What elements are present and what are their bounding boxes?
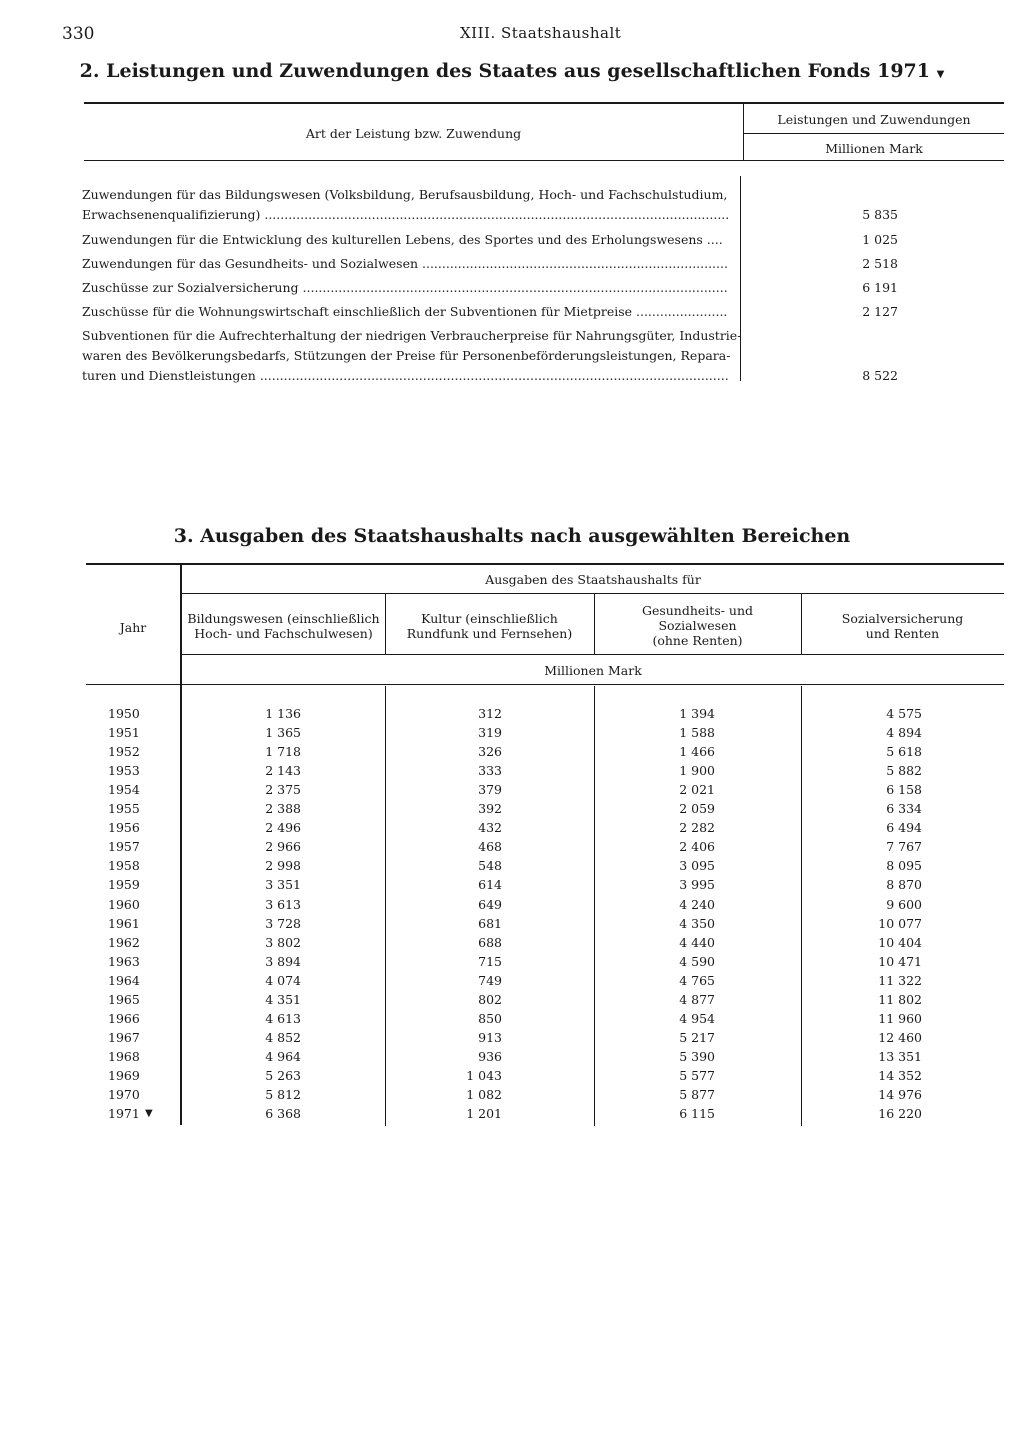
- table3-cell: 1 718: [265, 744, 301, 759]
- table3-body-divider: [801, 686, 802, 1126]
- table3-cell: 749: [478, 973, 502, 988]
- table3-cell: 7 767: [886, 839, 922, 854]
- table3-cell: 3 802: [265, 935, 301, 950]
- table3-cell: 2 021: [679, 782, 715, 797]
- table3-year: 1966: [108, 1011, 140, 1026]
- table2-top-rule: [84, 102, 1004, 104]
- table3-cell: 1 365: [265, 725, 301, 740]
- table3-cell: 913: [478, 1030, 502, 1045]
- table3-cell: 5 877: [679, 1087, 715, 1102]
- table3-year: 1954: [108, 782, 140, 797]
- table3-cell: 681: [478, 916, 502, 931]
- table3-cell: 6 115: [679, 1106, 715, 1121]
- table3-top-rule: [86, 563, 1004, 565]
- table3-cell: 614: [478, 877, 502, 892]
- table3-year: 1970: [108, 1087, 140, 1102]
- table3-year: 1963: [108, 954, 140, 969]
- table3-cell: 4 765: [679, 973, 715, 988]
- table3-cell: 2 966: [265, 839, 301, 854]
- table3-year: 1964: [108, 973, 140, 988]
- table3-cell: 688: [478, 935, 502, 950]
- table3-column-header: Hoch- und Fachschulwesen): [194, 626, 373, 641]
- table3-cell: 4 964: [265, 1049, 301, 1064]
- table3-cell: 5 263: [265, 1068, 301, 1083]
- table3-body-divider: [385, 686, 386, 1126]
- table3-cell: 4 350: [679, 916, 715, 931]
- table3-cell: 3 995: [679, 877, 715, 892]
- table3-year-marker: ▼: [145, 1108, 153, 1119]
- table3-group-header: Ausgaben des Staatshaushalts für: [485, 572, 701, 587]
- table3-cell: 14 976: [878, 1087, 922, 1102]
- table3-cell: 13 351: [878, 1049, 922, 1064]
- table3-cell: 5 390: [679, 1049, 715, 1064]
- table3-year: 1951: [108, 725, 140, 740]
- table3-header-divider: [385, 593, 386, 654]
- table3-cell: 6 334: [886, 801, 922, 816]
- page-number: 330: [62, 24, 95, 44]
- table2-title: [0, 60, 1024, 82]
- table3-body-divider: [594, 686, 595, 1126]
- table3-cell: 649: [478, 897, 502, 912]
- table3-cell: 2 496: [265, 820, 301, 835]
- table3-year: 1960: [108, 897, 140, 912]
- table3-cell: 4 351: [265, 992, 301, 1007]
- table3-cell: 1 394: [679, 706, 715, 721]
- table2-row-label: Erwachsenenqualifizierung) .....: [82, 205, 728, 225]
- table2-row-label: Zuwendungen für das Bildungswesen (Volksbildung, Berufsausbildung, Hoch- und Fachschulstudium,: [82, 187, 728, 202]
- table3-year: 1961: [108, 916, 140, 931]
- table3-header-bottom-rule: [86, 684, 1004, 685]
- table2-col-header-right: Leistungen und Zuwendungen: [777, 112, 971, 127]
- table3-cell: 6 158: [886, 782, 922, 797]
- table3-cell: 2 406: [679, 839, 715, 854]
- table3-cell: 1 201: [466, 1106, 502, 1121]
- table2-title-marker: ▼: [936, 69, 945, 80]
- table3-year: 1957: [108, 839, 140, 854]
- table3-year: 1968: [108, 1049, 140, 1064]
- table3-cell: 4 575: [886, 706, 922, 721]
- table3-column-header: Rundfunk und Fernsehen): [406, 626, 573, 641]
- table3-cell: 1 082: [466, 1087, 502, 1102]
- table2-row-label: Zuwendungen für die Entwicklung des kulturellen Lebens, des Sportes und des Erholungswesens ....: [82, 232, 723, 247]
- table2-row-value: 8 522: [862, 368, 898, 383]
- table3-cell: 10 471: [878, 954, 922, 969]
- table3-unit: Millionen Mark: [544, 663, 642, 678]
- table3-cell: 432: [478, 820, 502, 835]
- table3-cell: 802: [478, 992, 502, 1007]
- table3-cell: 2 059: [679, 801, 715, 816]
- table3-cell: 11 960: [878, 1011, 922, 1026]
- table3-cell: 4 852: [265, 1030, 301, 1045]
- table3-year: 1971: [108, 1106, 140, 1121]
- table2-unit-rule: [744, 133, 1004, 134]
- table3-cell: 1 900: [679, 763, 715, 778]
- table3-cell: 1 043: [466, 1068, 502, 1083]
- table3-cell: 2 282: [679, 820, 715, 835]
- table2-row-label: Zuschüsse für die Wohnungswirtschaft einschließlich der Subventionen für Mietpreise .....: [82, 302, 728, 322]
- table3-year: 1959: [108, 877, 140, 892]
- table3-cell: 468: [478, 839, 502, 854]
- table3-column-header: Kultur (einschließlich: [421, 611, 558, 626]
- table3-cell: 4 240: [679, 897, 715, 912]
- table3-group-rule: [182, 593, 1004, 594]
- table2-row-label: turen und Dienstleistungen .....: [82, 366, 728, 386]
- table3-cell: 12 460: [878, 1030, 922, 1045]
- table3-cell: 10 077: [878, 916, 922, 931]
- table3-cell: 3 613: [265, 897, 301, 912]
- table3-column-header: Sozialversicherung: [841, 611, 964, 626]
- table3-cell: 5 577: [679, 1068, 715, 1083]
- table2-title-text: 2. Leistungen und Zuwendungen des Staates aus gesellschaftlichen Fonds 1971: [79, 60, 930, 82]
- table3-year-header: Jahr: [119, 620, 147, 635]
- table3-header-divider: [594, 593, 595, 654]
- table2-row-value: 6 191: [862, 280, 898, 295]
- table3-cell: 1 466: [679, 744, 715, 759]
- table3-year: 1958: [108, 858, 140, 873]
- table3-year: 1969: [108, 1068, 140, 1083]
- table3-year: 1967: [108, 1030, 140, 1045]
- table3-cell: 2 998: [265, 858, 301, 873]
- running-head: XIII. Staatshaushalt: [460, 24, 622, 42]
- table2-row-value: 2 518: [862, 256, 898, 271]
- table3-cell: 333: [478, 763, 502, 778]
- table2-row-label: Zuwendungen für das Gesundheits- und Sozialwesen .....: [82, 254, 728, 274]
- table3-cell: 326: [478, 744, 502, 759]
- table3-title: 3. Ausgaben des Staatshaushalts nach ausgewählten Bereichen: [173, 525, 851, 547]
- table3-unit-rule: [182, 654, 1004, 655]
- table3-cell: 1 136: [265, 706, 301, 721]
- table3-column-header: Sozialwesen: [658, 618, 737, 633]
- table2-unit: Millionen Mark: [825, 141, 923, 156]
- table2-row-label: Zuschüsse zur Sozialversicherung .....: [82, 278, 728, 298]
- table3-cell: 6 368: [265, 1106, 301, 1121]
- table2-row-value: 2 127: [862, 304, 898, 319]
- table2-row-label: Subventionen für die Aufrechterhaltung der niedrigen Verbraucherpreise für Nahrungsgüter, Industrie-: [82, 328, 742, 343]
- table3-year: 1950: [108, 706, 140, 721]
- table2-header-bottom-rule: [84, 160, 1004, 161]
- table3-cell: 319: [478, 725, 502, 740]
- table3-cell: 548: [478, 858, 502, 873]
- table3-year-divider: [180, 565, 182, 1125]
- table3-cell: 392: [478, 801, 502, 816]
- table3-cell: 6 494: [886, 820, 922, 835]
- table3-column-header: und Renten: [865, 626, 940, 641]
- table3-cell: 2 375: [265, 782, 301, 797]
- table3-cell: 11 322: [878, 973, 922, 988]
- table3-cell: 5 217: [679, 1030, 715, 1045]
- table3-year: 1952: [108, 744, 140, 759]
- table3-cell: 936: [478, 1049, 502, 1064]
- table2-row-label: waren des Bevölkerungsbedarfs, Stützungen der Preise für Personenbeförderungsleistungen, Repara-: [82, 348, 731, 363]
- table3-header-divider: [801, 593, 802, 654]
- table3-cell: 3 095: [679, 858, 715, 873]
- table2-row-value: 5 835: [862, 207, 898, 222]
- table3-cell: 4 440: [679, 935, 715, 950]
- table3-cell: 16 220: [878, 1106, 922, 1121]
- table3-year: 1956: [108, 820, 140, 835]
- table3-cell: 715: [478, 954, 502, 969]
- table3-cell: 11 802: [878, 992, 922, 1007]
- table2-col-header-left: Art der Leistung bzw. Zuwendung: [305, 126, 522, 141]
- table3-year: 1965: [108, 992, 140, 1007]
- table3-cell: 5 618: [886, 744, 922, 759]
- table3-year: 1962: [108, 935, 140, 950]
- table3-cell: 4 590: [679, 954, 715, 969]
- table3-cell: 3 728: [265, 916, 301, 931]
- table3-cell: 4 877: [679, 992, 715, 1007]
- table3-cell: 14 352: [878, 1068, 922, 1083]
- table3-column-header: Bildungswesen (einschließlich: [187, 611, 380, 626]
- table3-cell: 4 954: [679, 1011, 715, 1026]
- table3-cell: 8 870: [886, 877, 922, 892]
- table2-row-value: 1 025: [862, 232, 898, 247]
- table3-cell: 850: [478, 1011, 502, 1026]
- table3-cell: 4 894: [886, 725, 922, 740]
- table3-year: 1953: [108, 763, 140, 778]
- table3-cell: 2 143: [265, 763, 301, 778]
- table3-cell: 8 095: [886, 858, 922, 873]
- table3-cell: 2 388: [265, 801, 301, 816]
- table3-cell: 5 812: [265, 1087, 301, 1102]
- table3-cell: 312: [478, 706, 502, 721]
- table3-cell: 3 351: [265, 877, 301, 892]
- table3-year: 1955: [108, 801, 140, 816]
- table3-cell: 5 882: [886, 763, 922, 778]
- table3-cell: 4 074: [265, 973, 301, 988]
- table3-cell: 1 588: [679, 725, 715, 740]
- table3-cell: 10 404: [878, 935, 922, 950]
- table3-cell: 9 600: [886, 897, 922, 912]
- table3-cell: 4 613: [265, 1011, 301, 1026]
- table3-column-header: Gesundheits- und: [641, 603, 754, 618]
- table3-cell: 3 894: [265, 954, 301, 969]
- table3-column-header: (ohne Renten): [652, 633, 743, 648]
- table3-cell: 379: [478, 782, 502, 797]
